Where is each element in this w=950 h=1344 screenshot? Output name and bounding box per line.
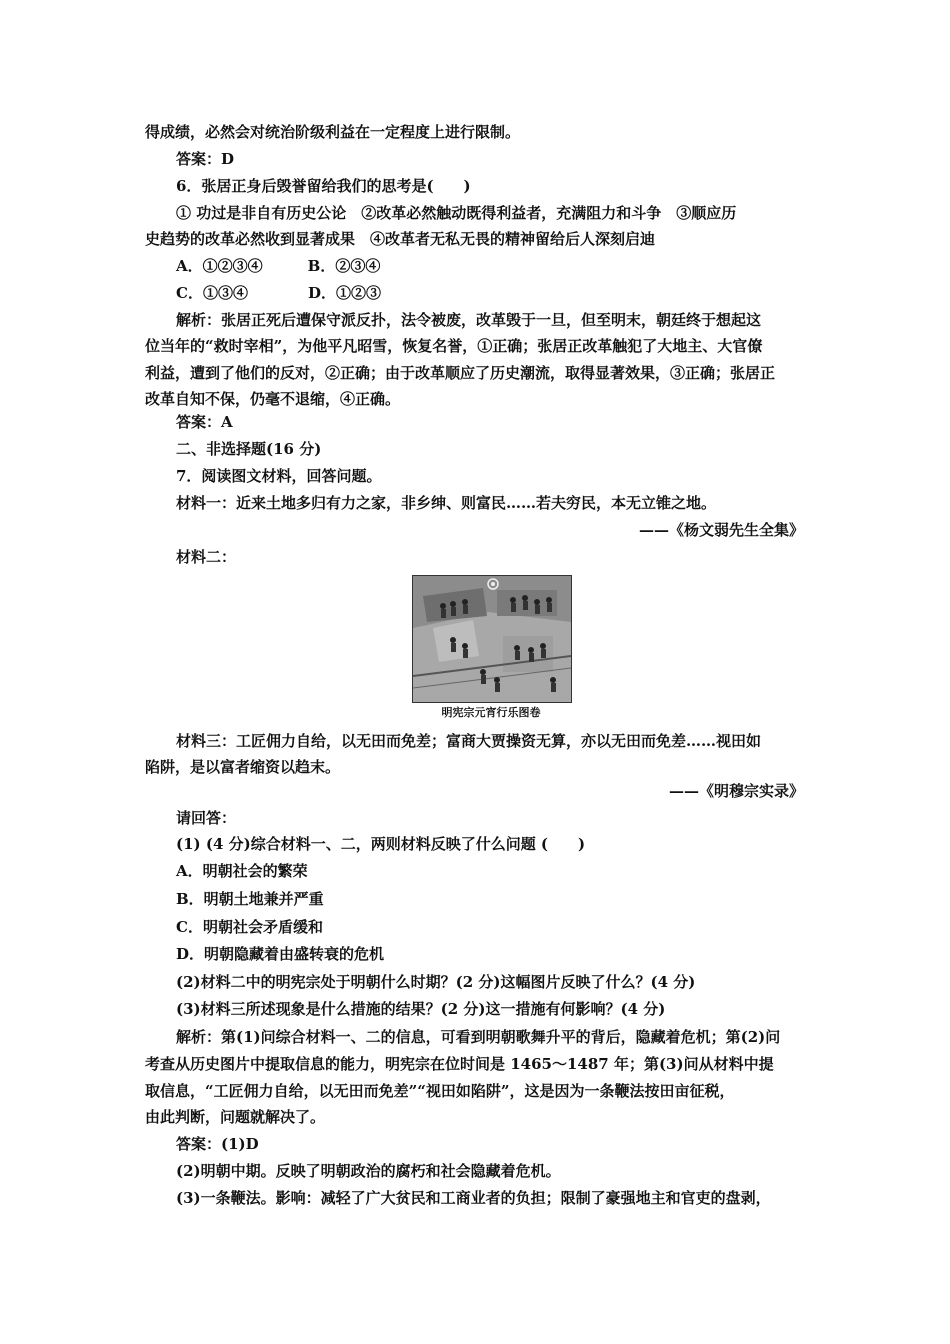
material-3-line-1: 材料三：工匠佣力自给，以无田而免差；富商大贾操资无算，亦以无田而免差……视田如: [176, 732, 762, 750]
subquestion-2: (2)材料二中的明宪宗处于明朝什么时期？(2 分)这幅图片反映了什么？(4 分): [176, 973, 696, 991]
explanation-7-line-1: 解析：第(1)问综合材料一、二的信息，可看到明朝歌舞升平的背后，隐藏着危机；第(2)问: [176, 1028, 781, 1046]
question-6-choices-ab: A．①②③④ B．②③④: [176, 257, 381, 275]
answer-line: 答案：D: [176, 150, 235, 168]
explanation-7-line-4: 由此判断，问题就解决了。: [145, 1108, 326, 1126]
explanation-6-line-3: 利益，遭到了他们的反对，②正确；由于改革顺应了历史潮流，取得显著效果，③正确；张居正: [145, 364, 776, 382]
question-6-choices-cd: C．①③④ D．①②③: [176, 284, 381, 302]
historical-painting-image: [412, 575, 572, 703]
subquestion-1: (1) (4 分)综合材料一、二，两则材料反映了什么问题 ( ): [176, 835, 586, 853]
explanation-7-line-3: 取信息，“工匠佣力自给，以无田而免差”“视田如陷阱”，这是因为一条鞭法按田亩征税，: [145, 1082, 735, 1100]
question-7: 7．阅读图文材料，回答问题。: [176, 467, 382, 485]
section-2-heading: 二、非选择题(16 分): [176, 440, 322, 458]
explanation-7-line-2: 考查从历史图片中提取信息的能力，明宪宗在位时间是 1465～1487 年；第(3)问从材料中提: [145, 1055, 774, 1073]
answer-7-part-3: (3)一条鞭法。影响：减轻了广大贫民和工商业者的负担；限制了豪强地主和官吏的盘剥，: [176, 1189, 771, 1207]
material-1: 材料一：近来土地多归有力之家，非乡绅、则富民……若夫穷民，本无立锥之地。: [176, 494, 717, 512]
please-answer: 请回答：: [176, 809, 237, 827]
material-3-source: ——《明穆宗实录》: [668, 782, 804, 800]
figure-caption: 明宪宗元宵行乐图卷: [441, 706, 541, 719]
question-6-options-line-1: ① 功过是非自有历史公论 ②改革必然触动既得利益者，充满阻力和斗争 ③顺应历: [176, 204, 737, 222]
option-c: C．明朝社会矛盾缓和: [176, 918, 323, 936]
answer-7-part-1: 答案：(1)D: [176, 1135, 259, 1153]
option-d: D．明朝隐藏着由盛转衰的危机: [176, 945, 385, 963]
question-6-options-line-2: 史趋势的改革必然收到显著成果 ④改革者无私无畏的精神留给后人深刻启迪: [145, 230, 656, 248]
paragraph-line: 得成绩，必然会对统治阶级利益在一定程度上进行限制。: [145, 123, 521, 141]
answer-7-part-2: (2)明朝中期。反映了明朝政治的腐朽和社会隐藏着危机。: [176, 1162, 561, 1180]
subquestion-3: (3)材料三所述现象是什么措施的结果？(2 分)这一措施有何影响？(4 分): [176, 1000, 666, 1018]
option-b: B．明朝土地兼并严重: [176, 890, 324, 908]
material-1-source: ——《杨文弱先生全集》: [638, 521, 804, 539]
painting-illustration: [413, 576, 571, 702]
explanation-6-line-2: 位当年的“救时宰相”，为他平凡昭雪，恢复名誉，①正确；张居正改革触犯了大地主、大官僚: [145, 337, 763, 355]
explanation-6-line-4: 改革自知不保，仍毫不退缩，④正确。: [145, 390, 401, 408]
question-6: 6．张居正身后毁誉留给我们的思考是( ): [176, 177, 471, 195]
explanation-6-line-1: 解析：张居正死后遭保守派反扑，法令被废，改革毁于一旦，但至明末，朝廷终于想起这: [176, 311, 762, 329]
material-3-line-2: 陷阱，是以富者缩资以趋末。: [145, 758, 341, 776]
answer-6: 答案：A: [176, 413, 233, 431]
material-2-label: 材料二：: [176, 548, 237, 566]
option-a: A．明朝社会的繁荣: [176, 862, 308, 880]
